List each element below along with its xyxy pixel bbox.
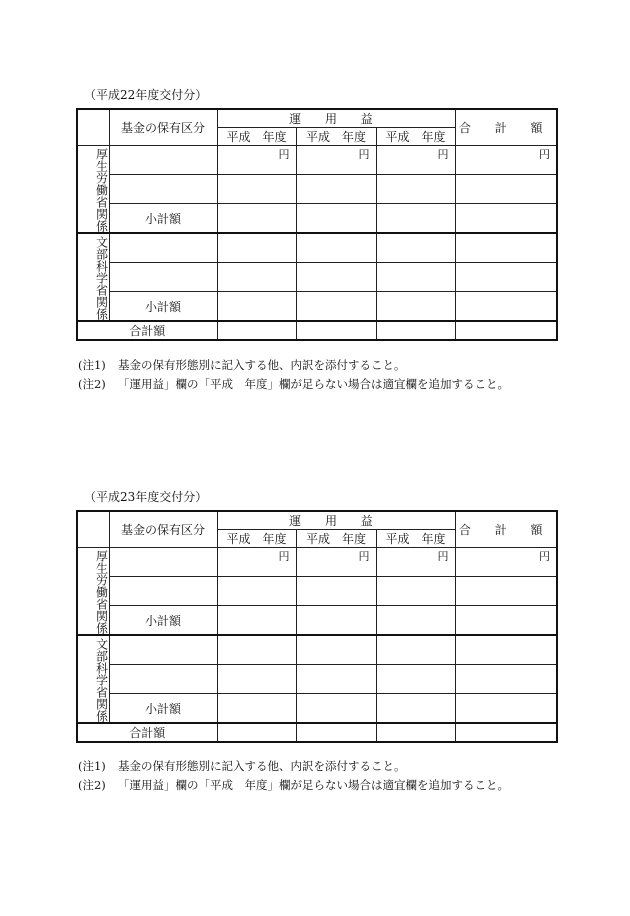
section-label: 厚生労働省関係 [77, 146, 109, 234]
income-header: 運 用 益 [217, 511, 455, 530]
entry-cell[interactable] [109, 635, 217, 664]
subtotal-cell[interactable] [376, 292, 455, 321]
subtotal-label: 小計額 [109, 606, 217, 635]
subtotal-cell[interactable] [296, 292, 376, 321]
entry-cell[interactable] [296, 664, 376, 693]
note-text: 「運用益」欄の「平成 年度」欄が足らない場合は適宜欄を追加すること。 [118, 377, 509, 391]
table-title: （平成22年度交付分） [84, 88, 208, 102]
note-label: (注2) [78, 778, 106, 792]
subtotal-cell[interactable] [296, 204, 376, 233]
entry-cell[interactable] [217, 175, 296, 204]
grand-total-label: 合計額 [77, 723, 217, 742]
category-header: 基金の保有区分 [109, 109, 217, 146]
subtotal-cell[interactable] [455, 292, 557, 321]
amount-cell[interactable] [296, 146, 376, 175]
total-header: 合 計 額 [455, 109, 557, 146]
entry-cell[interactable] [109, 146, 217, 175]
entry-cell[interactable] [109, 262, 217, 291]
yen-unit: 円 [358, 148, 370, 161]
yen-unit: 円 [539, 148, 550, 161]
subtotal-cell[interactable] [296, 606, 376, 635]
entry-cell[interactable] [455, 664, 557, 693]
grand-total-cell[interactable] [455, 723, 557, 742]
section-label: 文部科学省関係 [77, 635, 109, 723]
notes [78, 356, 509, 394]
table-title: （平成23年度交付分） [84, 490, 208, 504]
year-header: 平成 年度 [376, 530, 455, 548]
entry-cell[interactable] [376, 664, 455, 693]
amount-cell[interactable] [217, 548, 296, 577]
entry-cell[interactable] [109, 577, 217, 606]
grand-total-cell[interactable] [455, 321, 557, 340]
subtotal-cell[interactable] [217, 694, 296, 723]
corner-cell [77, 109, 109, 146]
subtotal-cell[interactable] [376, 204, 455, 233]
entry-cell[interactable] [376, 577, 455, 606]
yen-unit: 円 [278, 550, 290, 563]
notes [78, 757, 509, 795]
entry-cell[interactable] [109, 175, 217, 204]
note-label: (注1) [78, 759, 106, 773]
note-text: 基金の保有形態別に記入する他、内訳を添付すること。 [118, 358, 406, 372]
entry-cell[interactable] [376, 233, 455, 262]
subtotal-cell[interactable] [217, 204, 296, 233]
note-label: (注1) [78, 358, 106, 372]
category-header: 基金の保有区分 [109, 511, 217, 548]
amount-cell[interactable] [376, 146, 455, 175]
entry-cell[interactable] [376, 262, 455, 291]
grand-total-label: 合計額 [77, 321, 217, 340]
entry-cell[interactable] [109, 233, 217, 262]
income-header: 運 用 益 [217, 109, 455, 128]
note [78, 776, 509, 795]
subtotal-cell[interactable] [217, 606, 296, 635]
note-text: 「運用益」欄の「平成 年度」欄が足らない場合は適宜欄を追加すること。 [118, 778, 509, 792]
subtotal-cell[interactable] [455, 694, 557, 723]
entry-cell[interactable] [217, 262, 296, 291]
entry-cell[interactable] [296, 577, 376, 606]
entry-cell[interactable] [455, 635, 557, 664]
subtotal-cell[interactable] [455, 204, 557, 233]
grand-total-cell[interactable] [217, 321, 296, 340]
grand-total-cell[interactable] [296, 723, 376, 742]
yen-unit: 円 [437, 550, 449, 563]
entry-cell[interactable] [376, 635, 455, 664]
year-header: 平成 年度 [296, 530, 376, 548]
subtotal-label: 小計額 [109, 292, 217, 321]
entry-cell[interactable] [455, 262, 557, 291]
entry-cell[interactable] [455, 233, 557, 262]
entry-cell[interactable] [455, 577, 557, 606]
amount-cell[interactable] [296, 548, 376, 577]
fund-income-table [76, 108, 558, 341]
entry-cell[interactable] [217, 664, 296, 693]
section-label: 文部科学省関係 [77, 233, 109, 321]
entry-cell[interactable] [296, 175, 376, 204]
yen-unit: 円 [539, 550, 550, 563]
entry-cell[interactable] [217, 233, 296, 262]
entry-cell[interactable] [376, 175, 455, 204]
subtotal-cell[interactable] [376, 694, 455, 723]
amount-cell[interactable] [376, 548, 455, 577]
note [78, 375, 509, 394]
year-header: 平成 年度 [296, 128, 376, 146]
note [78, 757, 509, 776]
subtotal-cell[interactable] [376, 606, 455, 635]
entry-cell[interactable] [455, 175, 557, 204]
note-label: (注2) [78, 377, 106, 391]
subtotal-cell[interactable] [296, 694, 376, 723]
grand-total-cell[interactable] [296, 321, 376, 340]
entry-cell[interactable] [109, 664, 217, 693]
grand-total-cell[interactable] [376, 321, 455, 340]
entry-cell[interactable] [296, 635, 376, 664]
note [78, 356, 509, 375]
subtotal-label: 小計額 [109, 204, 217, 233]
entry-cell[interactable] [217, 635, 296, 664]
fund-income-table [76, 510, 558, 743]
amount-cell[interactable] [455, 548, 557, 577]
note-text: 基金の保有形態別に記入する他、内訳を添付すること。 [118, 759, 406, 773]
entry-cell[interactable] [217, 577, 296, 606]
subtotal-cell[interactable] [455, 606, 557, 635]
year-header: 平成 年度 [376, 128, 455, 146]
subtotal-cell[interactable] [217, 292, 296, 321]
yen-unit: 円 [278, 148, 290, 161]
grand-total-cell[interactable] [376, 723, 455, 742]
section-label: 厚生労働省関係 [77, 548, 109, 636]
entry-cell[interactable] [296, 233, 376, 262]
amount-cell[interactable] [455, 146, 557, 175]
entry-cell[interactable] [296, 262, 376, 291]
year-header: 平成 年度 [217, 128, 296, 146]
corner-cell [77, 511, 109, 548]
subtotal-label: 小計額 [109, 694, 217, 723]
yen-unit: 円 [437, 148, 449, 161]
total-header: 合 計 額 [455, 511, 557, 548]
entry-cell[interactable] [109, 548, 217, 577]
yen-unit: 円 [358, 550, 370, 563]
grand-total-cell[interactable] [217, 723, 296, 742]
year-header: 平成 年度 [217, 530, 296, 548]
amount-cell[interactable] [217, 146, 296, 175]
